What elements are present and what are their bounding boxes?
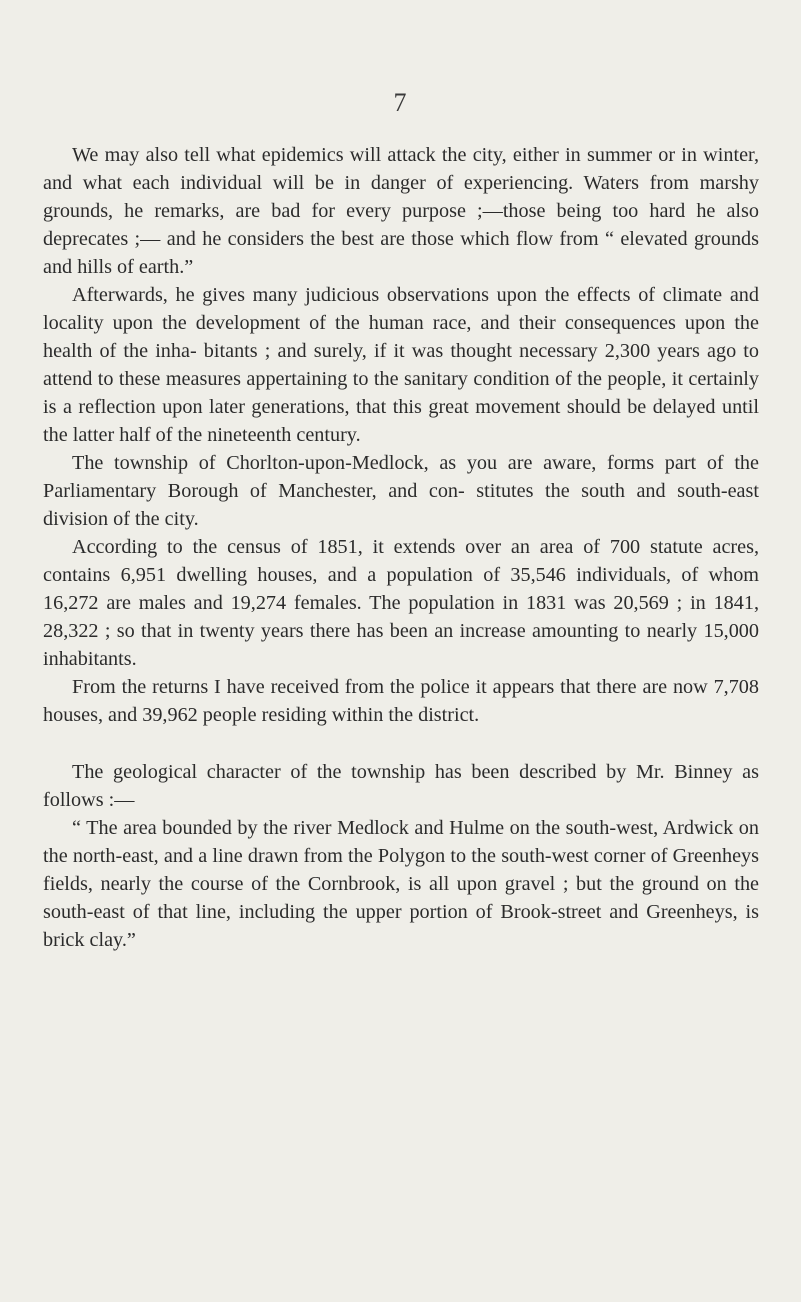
section-gap	[43, 729, 759, 758]
paragraph-geology-quote: “ The area bounded by the river Medlock and Hulme on the south-west, Ardwick on the north-east, and a line drawn from the Polygon to the south-west corner of Greenheys fields, nearly the course of the Cornbrook, is all upon gravel ; but the ground on the south-east of that line, including the upper portion of Brook-street and Greenheys, is brick clay.”	[43, 817, 759, 951]
body-text	[43, 141, 759, 954]
page-number: 7	[393, 88, 408, 117]
paragraph-police-returns: From the returns I have received from the police it appears that there are now 7,708 houses, and 39,962 people residing within the district.	[43, 676, 759, 726]
paragraph-township: The township of Chorlton-upon-Medlock, as you are aware, forms part of the Parliamentary Borough of Manchester, and con- stitutes the south and south-east division of the city.	[43, 452, 759, 530]
paragraph-epidemics: We may also tell what epidemics will attack the city, either in summer or in winter, and what each individual will be in danger of experiencing. Waters from marshy grounds, he remarks, are bad for every purpose ;—those being too hard he also deprecates ;— and he considers the best are those which flow from “ elevated grounds and hills of earth.”	[43, 144, 759, 278]
paragraph-climate: Afterwards, he gives many judicious observations upon the effects of climate and locality upon the development of the human race, and their consequences upon the health of the inha- bitants ; and surely, if it was thought necessary 2,300 years ago to attend to these measures appertaining to the sanitary condition of the people, it certainly is a reflection upon later generations, that this great movement should be delayed until the latter half of the nineteenth century.	[43, 284, 759, 446]
paragraph-geology-intro: The geological character of the township has been described by Mr. Binney as follows :—	[43, 761, 759, 811]
paragraph-census: According to the census of 1851, it extends over an area of 700 statute acres, contains 6,951 dwelling houses, and a population of 35,546 individuals, of whom 16,272 are males and 19,274 females. The population in 1831 was 20,569 ; in 1841, 28,322 ; so that in twenty years there has been an increase amounting to nearly 15,000 inhabitants.	[43, 536, 759, 670]
